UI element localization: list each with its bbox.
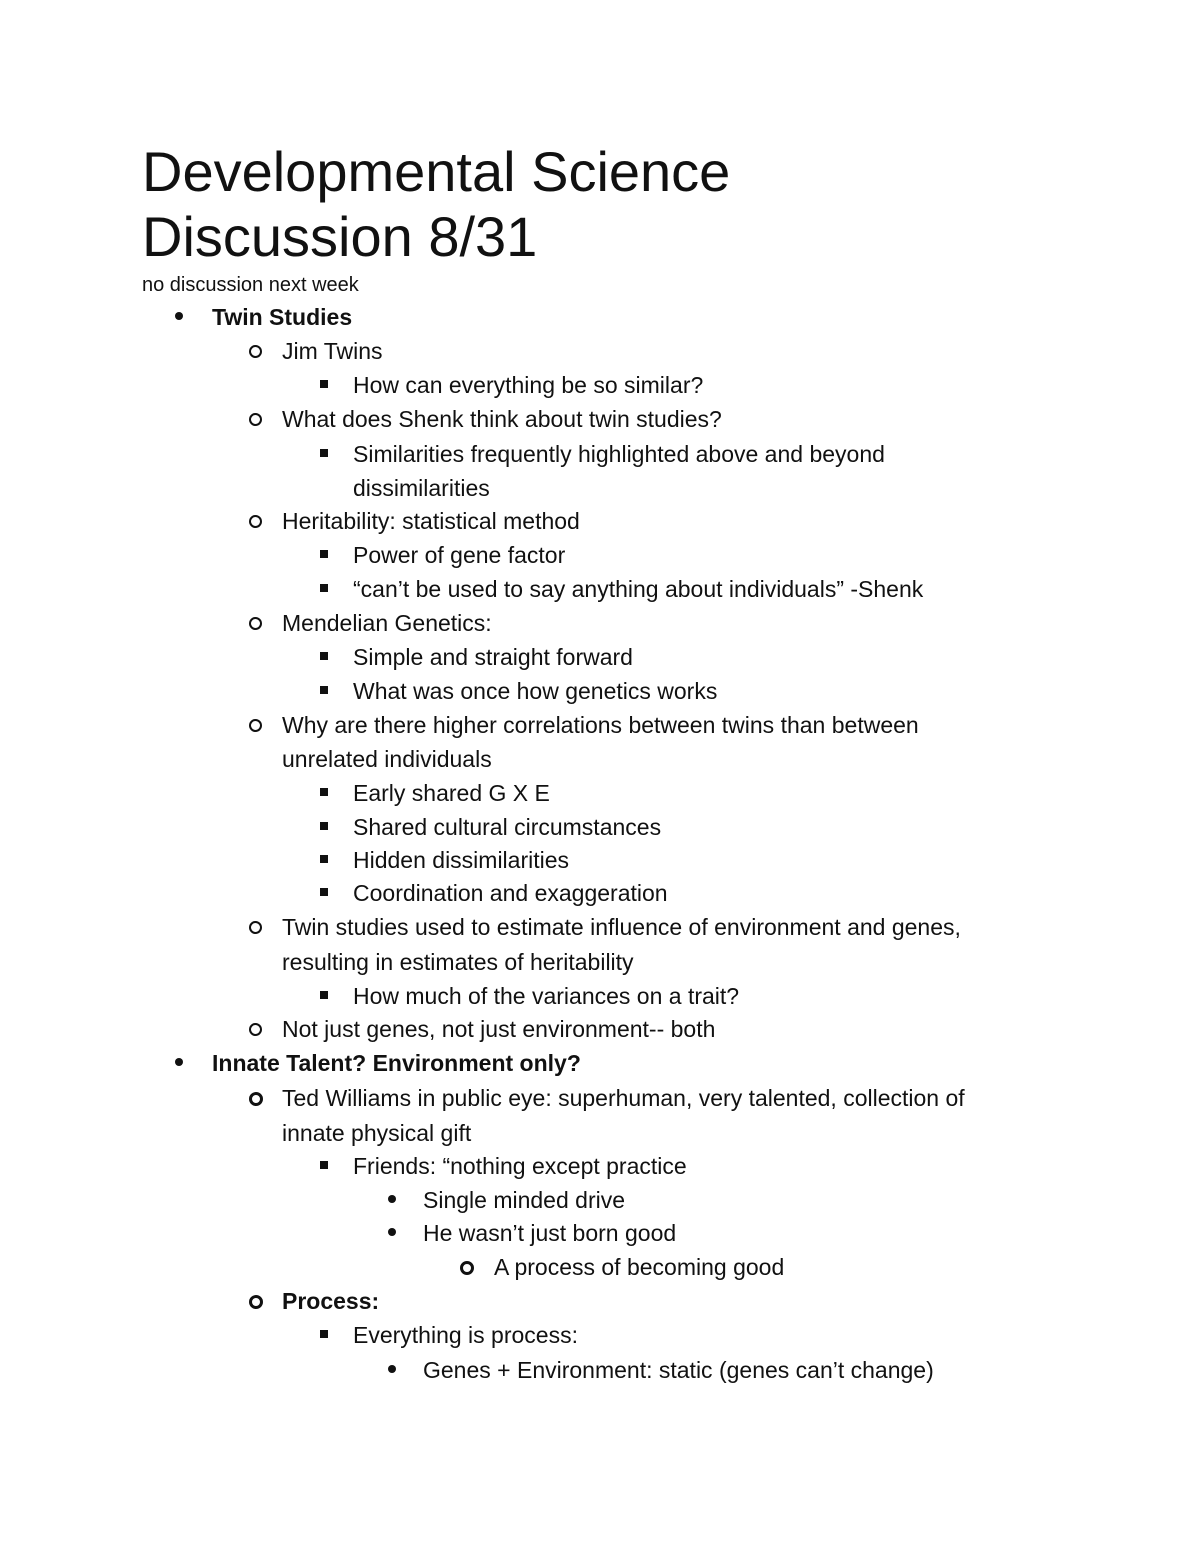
list-item-level-4 xyxy=(0,1216,1200,1250)
list-item-level-2 xyxy=(0,334,1200,368)
list-item-level-3 xyxy=(0,876,1200,910)
bullet-square-icon xyxy=(320,584,328,592)
list-item-level-3 xyxy=(0,843,1200,877)
list-item-text: Hidden dissimilarities xyxy=(353,847,570,873)
list-item-text: Process: xyxy=(282,1288,380,1314)
list-item-level-3 xyxy=(0,776,1200,810)
list-item-continuation xyxy=(0,945,1200,979)
list-item-text: Twin Studies xyxy=(212,304,353,330)
list-item-continuation xyxy=(0,471,1200,505)
list-item-level-3 xyxy=(0,810,1200,844)
bullet-circle-icon xyxy=(249,413,262,426)
list-item-level-2 xyxy=(0,504,1200,538)
list-item-text: Heritability: statistical method xyxy=(282,508,580,534)
list-item-text: Coordination and exaggeration xyxy=(353,880,668,906)
list-item-text: Early shared G X E xyxy=(353,780,550,806)
list-item-text: Ted Williams in public eye: superhuman, very talented, collection of xyxy=(282,1085,965,1111)
list-item-level-2 xyxy=(0,606,1200,640)
list-item-text: “can’t be used to say anything about individuals” -Shenk xyxy=(353,576,924,602)
bullet-circle-icon xyxy=(249,617,262,630)
list-item-level-3 xyxy=(0,538,1200,572)
list-item-level-3 xyxy=(0,979,1200,1013)
list-item-level-3 xyxy=(0,674,1200,708)
list-item-level-2 xyxy=(0,1284,1200,1318)
bullet-circle-icon xyxy=(249,345,262,358)
bullet-square-icon xyxy=(320,550,328,558)
page-title-line-2: Discussion 8/31 xyxy=(142,205,538,268)
list-item-text: resulting in estimates of heritability xyxy=(282,949,634,975)
bullet-circle-icon xyxy=(249,1092,263,1106)
list-item-level-1 xyxy=(0,300,1200,334)
bullet-square-icon xyxy=(320,449,328,457)
list-item-level-1 xyxy=(0,1046,1200,1080)
bullet-square-icon xyxy=(320,855,328,863)
bullet-circle-icon xyxy=(249,921,262,934)
list-item-level-3 xyxy=(0,1149,1200,1183)
bullet-circle-icon xyxy=(460,1261,474,1275)
list-item-text: Innate Talent? Environment only? xyxy=(212,1050,581,1076)
list-item-text: Genes + Environment: static (genes can’t change) xyxy=(423,1357,934,1383)
bullet-circle-icon xyxy=(249,719,262,732)
bullet-dot-icon xyxy=(388,1365,396,1373)
list-item-continuation xyxy=(0,1116,1200,1150)
list-item-text: Why are there higher correlations between twins than between xyxy=(282,712,919,738)
list-item-text: dissimilarities xyxy=(353,475,490,501)
bullet-square-icon xyxy=(320,380,328,388)
list-item-text: innate physical gift xyxy=(282,1120,472,1146)
list-item-text: How much of the variances on a trait? xyxy=(353,983,740,1009)
bullet-square-icon xyxy=(320,991,328,999)
list-item-level-2 xyxy=(0,708,1200,742)
bullet-circle-icon xyxy=(249,515,262,528)
list-item-text: Mendelian Genetics: xyxy=(282,610,492,636)
list-item-level-4 xyxy=(0,1183,1200,1217)
bullet-dot-icon xyxy=(388,1195,396,1203)
bullet-square-icon xyxy=(320,1161,328,1169)
list-item-text: How can everything be so similar? xyxy=(353,372,704,398)
bullet-square-icon xyxy=(320,822,328,830)
list-item-text: Twin studies used to estimate influence of environment and genes, xyxy=(282,914,961,940)
note-subtitle: no discussion next week xyxy=(142,274,359,296)
list-item-text: Jim Twins xyxy=(282,338,383,364)
list-item-text: Shared cultural circumstances xyxy=(353,814,662,840)
list-item-level-2 xyxy=(0,910,1200,944)
list-item-level-2 xyxy=(0,1012,1200,1046)
list-item-text: Everything is process: xyxy=(353,1322,578,1348)
bullet-dot-icon xyxy=(388,1228,396,1236)
list-item-level-5 xyxy=(0,1250,1200,1284)
bullet-circle-icon xyxy=(249,1295,263,1309)
bullet-dot-icon xyxy=(175,312,183,320)
list-item-level-3 xyxy=(0,1318,1200,1352)
list-item-level-4 xyxy=(0,1353,1200,1387)
list-item-level-2 xyxy=(0,402,1200,436)
list-item-level-3 xyxy=(0,437,1200,471)
bullet-square-icon xyxy=(320,652,328,660)
list-item-continuation xyxy=(0,742,1200,776)
list-item-level-3 xyxy=(0,572,1200,606)
list-item-text: Single minded drive xyxy=(423,1187,626,1213)
page-title-line-1: Developmental Science xyxy=(142,140,731,203)
list-item-text: He wasn’t just born good xyxy=(423,1220,677,1246)
list-item-text: Power of gene factor xyxy=(353,542,566,568)
list-item-text: Friends: “nothing except practice xyxy=(353,1153,687,1179)
list-item-level-3 xyxy=(0,640,1200,674)
list-item-level-2 xyxy=(0,1081,1200,1115)
bullet-square-icon xyxy=(320,686,328,694)
list-item-text: Similarities frequently highlighted above and beyond xyxy=(353,441,885,467)
list-item-text: A process of becoming good xyxy=(494,1254,785,1280)
list-item-text: Not just genes, not just environment-- both xyxy=(282,1016,716,1042)
list-item-text: unrelated individuals xyxy=(282,746,492,772)
list-item-level-3 xyxy=(0,368,1200,402)
bullet-dot-icon xyxy=(175,1058,183,1066)
list-item-text: Simple and straight forward xyxy=(353,644,633,670)
bullet-circle-icon xyxy=(249,1023,262,1036)
bullet-square-icon xyxy=(320,788,328,796)
list-item-text: What was once how genetics works xyxy=(353,678,718,704)
list-item-text: What does Shenk think about twin studies? xyxy=(282,406,722,432)
bullet-square-icon xyxy=(320,1330,328,1338)
bullet-square-icon xyxy=(320,888,328,896)
